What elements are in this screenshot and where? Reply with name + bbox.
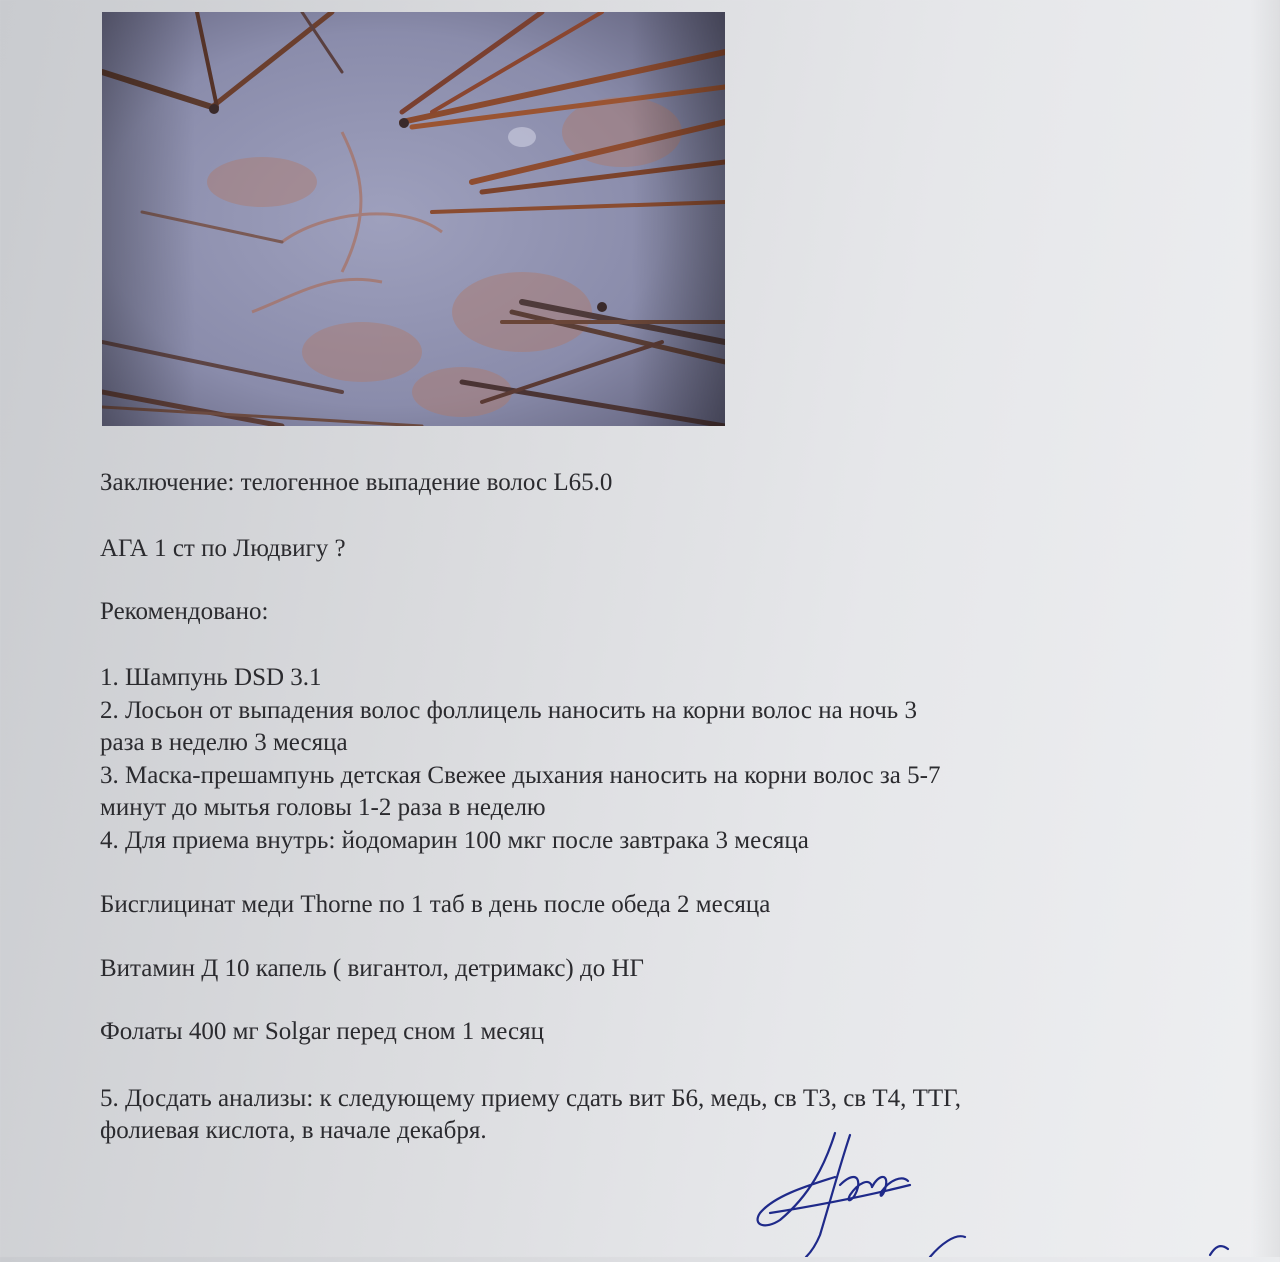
trichoscopy-photo	[102, 12, 725, 426]
supplement-line: Фолаты 400 мг Solgar перед сном 1 месяц	[100, 1018, 544, 1045]
conclusion-text: Заключение: телогенное выпадение волос L65.0	[100, 469, 613, 496]
list-item: 3. Маска-прешампунь детская Свежее дыхания наносить на корни волос за 5-7	[100, 762, 941, 789]
list-item: 2. Лосьон от выпадения волос фоллицель наносить на корни волос на ночь 3	[100, 697, 917, 724]
list-item: 1. Шампунь DSD 3.1	[100, 664, 322, 691]
list-item: минут до мытья головы 1-2 раза в неделю	[100, 794, 546, 821]
list-item: 4. Для приема внутрь: йодомарин 100 мкг после завтрака 3 месяца	[100, 827, 809, 854]
supplement-line: Бисглицинат меди Thorne по 1 таб в день после обеда 2 месяца	[100, 891, 771, 918]
diagnosis-line: АГА 1 ст по Людвигу ?	[100, 535, 346, 562]
recommended-heading: Рекомендовано:	[100, 598, 269, 625]
tests-line: фолиевая кислота, в начале декабря.	[100, 1117, 487, 1144]
paper-edge-shadow	[1250, 0, 1280, 1257]
tests-line: 5. Досдать анализы: к следующему приему сдать вит Б6, медь, св Т3, св Т4, ТТГ,	[100, 1085, 962, 1112]
handwritten-signature	[740, 1125, 1260, 1262]
list-item: раза в неделю 3 месяца	[100, 729, 348, 756]
supplement-line: Витамин Д 10 капель ( вигантол, детримакс) до НГ	[100, 955, 644, 982]
